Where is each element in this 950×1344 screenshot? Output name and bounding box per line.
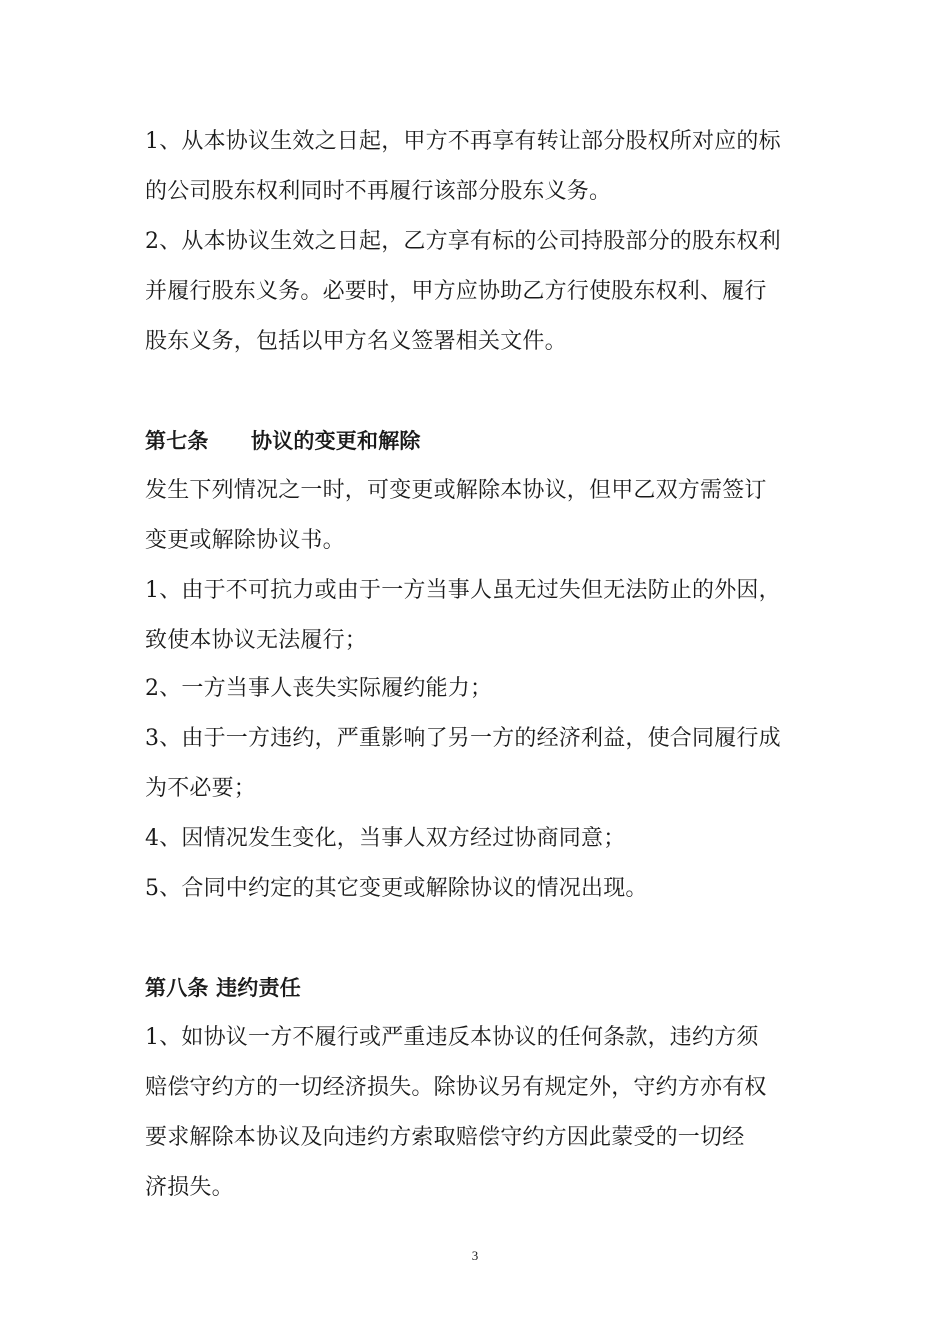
article8-item1-line3: 要求解除本协议及向违约方索取赔偿守约方因此蒙受的一切经 [145,1125,745,1150]
article7-heading: 第七条 协议的变更和解除 [145,429,421,453]
article8-item1-line1: 1、如协议一方不履行或严重违反本协议的任何条款，违约方须 [145,1025,759,1050]
article7-item1-line1: 1、由于不可抗力或由于一方当事人虽无过失但无法防止的外因， [145,578,781,603]
article6-item1-line2: 的公司股东权利同时不再履行该部分股东义务。 [145,179,612,204]
article7-intro-line1: 发生下列情况之一时，可变更或解除本协议，但甲乙双方需签订 [145,478,767,503]
article8-heading: 第八条 违约责任 [145,976,301,1000]
article7-intro-line2: 变更或解除协议书。 [145,528,345,553]
article6-item2-line1: 2、从本协议生效之日起，乙方享有标的公司持股部分的股东权利 [145,229,781,254]
article8-item1-line2: 赔偿守约方的一切经济损失。除协议另有规定外，守约方亦有权 [145,1075,767,1100]
article7-item4: 4、因情况发生变化，当事人双方经过协商同意； [145,826,626,851]
article7-item3-line1: 3、由于一方违约，严重影响了另一方的经济利益，使合同履行成 [145,726,781,751]
article8-item1-line4: 济损失。 [145,1175,234,1200]
article6-item1-line1: 1、从本协议生效之日起，甲方不再享有转让部分股权所对应的标 [145,129,781,154]
article7-item3-line2: 为不必要； [145,776,257,801]
article6-item2-line2: 并履行股东义务。必要时，甲方应协助乙方行使股东权利、履行 [145,279,767,304]
article7-item5: 5、合同中约定的其它变更或解除协议的情况出现。 [145,876,648,901]
article7-item2: 2、一方当事人丧失实际履约能力； [145,676,493,701]
page-number: 3 [471,1248,479,1263]
article7-item1-line2: 致使本协议无法履行； [145,628,368,653]
article6-item2-line3: 股东义务，包括以甲方名义签署相关文件。 [145,329,567,354]
